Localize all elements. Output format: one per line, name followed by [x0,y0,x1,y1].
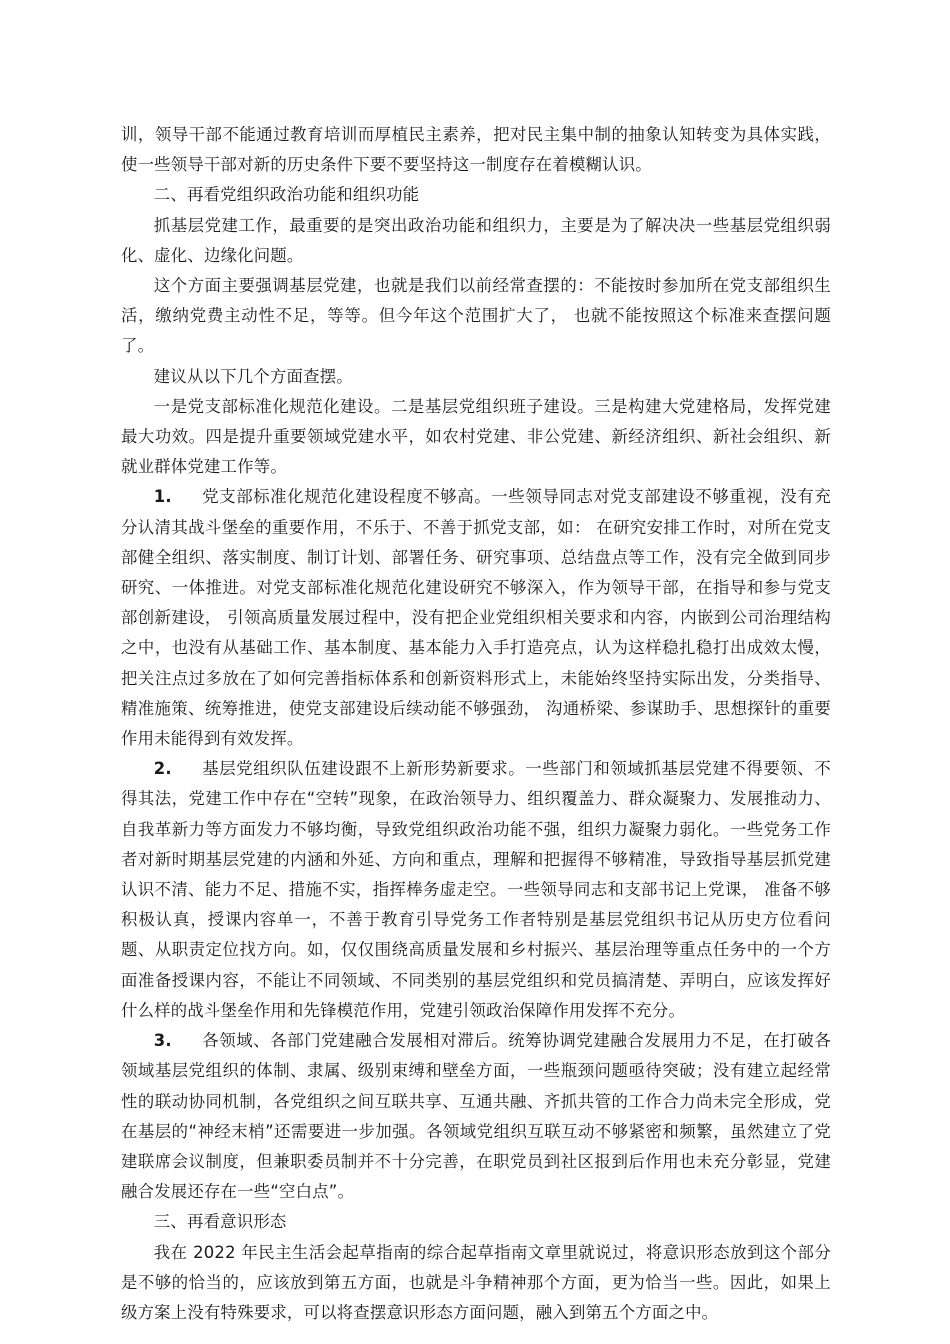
list-number: 3. [153,1031,172,1051]
paragraph: 建议从以下几个方面查摆。 [153,366,353,386]
list-item-3 [121,1026,831,1207]
paragraph-continuation: 训，领导干部不能通过教育培训而厚植民主素养，把对民主集中制的抽象认知转变为具体实践，使一些领导干部对新的历史条件下要不要坚持这一制度存在着模糊认识。 [121,125,831,175]
list-item-text: 基层党组织队伍建设跟不上新形势新要求。一些部门和领域抓基层党建不得要领、不得其法，党建工作中存在“空转”现象，在政治领导力、组织覆盖力、群众凝聚力、发展推动力、自我革新力等方面发力不够均衡，导致党组织政治功能不强，组织力凝聚力弱化。一些党务工作者对新时期基层党建的内涵和外延、方向和重点，理解和把握得不够精准，导致指导基层抓党建认识不清、能力不足、措施不实，指挥棒务虚走空。一些领导同志和支部书记上党课， 准备不够积极认真，授课内容单一，不善于教育引导党务工作者特别是基层党组织书记从历史方位看问题、从职责定位找方向。如，仅仅围绕高质量发展和乡村振兴、基层治理等重点任务中的一个方面准备授课内容，不能让不同领域、不同类别的基层党组织和党员搞清楚、弄明白，应该发挥好什么样的战斗堡垒作用和先锋模范作用，党建引领政治保障作用发挥不充分。 [121,759,831,1020]
list-item-1 [121,482,831,754]
list-number: 2. [153,759,172,779]
paragraph: 一是党支部标准化规范化建设。二是基层党组织班子建设。三是构建大党建格局，发挥党建最大功效。四是提升重要领域党建水平，如农村党建、非公党建、新经济组织、新社会组织、新就业群体党建工作等。 [121,396,831,477]
list-number: 1. [153,487,172,507]
section-heading-2: 二、再看党组织政治功能和组织功能 [153,185,420,205]
list-item-text: 各领域、各部门党建融合发展相对滞后。统筹协调党建融合发展用力不足，在打破各领域基层党组织的体制、隶属、级别束缚和壁垒方面，一些瓶颈问题亟待突破；没有建立起经常性的联动协同机制，各党组织之间互联共享、互通共融、齐抓共管的工作合力尚未完全形成，党在基层的“神经末梢”还需要进一步加强。各领域党组织互联互动不够紧密和频繁，虽然建立了党建联席会议制度，但兼职委员制并不十分完善，在职党员到社区报到后作用也未充分彰显，党建融合发展还存在一些“空白点”。 [121,1031,831,1202]
section-heading-3: 三、再看意识形态 [153,1212,287,1232]
list-item-2 [121,754,831,1026]
document-page [121,120,831,1328]
paragraph: 抓基层党建工作，最重要的是突出政治功能和组织力，主要是为了解决决一些基层党组织弱化、虚化、边缘化问题。 [121,215,831,265]
list-item-text: 党支部标准化规范化建设程度不够高。一些领导同志对党支部建设不够重视，没有充分认清其战斗堡垒的重要作用，不乐于、不善于抓党支部，如： 在研究安排工作时，对所在党支部健全组织、落实制度、制订计划、部署任务、研究事项、总结盘点等工作，没有完全做到同步研究、一体推进。对党支部标准化规范化建设研究不够深入，作为领导干部，在指导和参与党支部创新建设， 引领高质量发展过程中，没有把企业党组织相关要求和内容，内嵌到公司治理结构之中，也没有从基础工作、基本制度、基本能力入手打造亮点，认为这样稳扎稳打出成效太慢，把关注点过多放在了如何完善指标体系和创新资料形式上，未能始终坚持实际出发，分类指导、精准施策、统筹推进，使党支部建设后续动能不够强劲， 沟通桥梁、参谋助手、思想探针的重要作用未能得到有效发挥。 [121,487,831,749]
paragraph: 我在 2022 年民主生活会起草指南的综合起草指南文章里就说过，将意识形态放到这个部分是不够的恰当的，应该放到第五方面，也就是斗争精神那个方面，更为恰当一些。因此，如果上级方案上没有特殊要求，可以将查摆意识形态方面问题，融入到第五个方面之中。 [121,1242,831,1322]
paragraph: 这个方面主要强调基层党建，也就是我们以前经常查摆的：不能按时参加所在党支部组织生活，缴纳党费主动性不足，等等。但今年这个范围扩大了， 也就不能按照这个标准来查摆问题了。 [121,276,831,356]
